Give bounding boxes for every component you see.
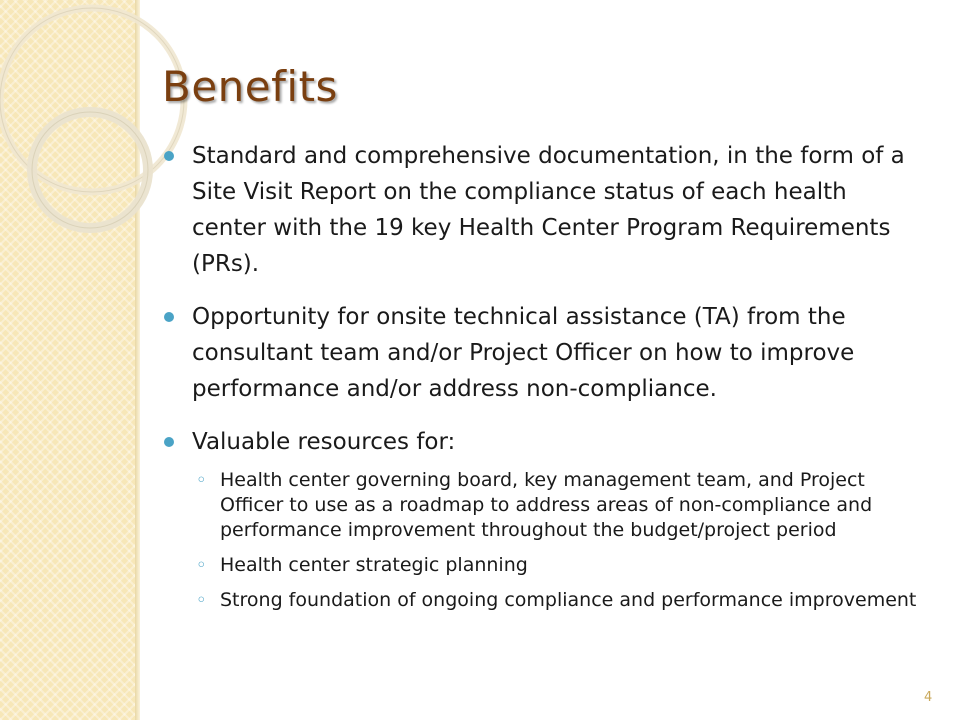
bullet-text: Valuable resources for: <box>192 429 456 455</box>
sub-bullet-item: ◦ Strong foundation of ongoing compliance and performance improvement <box>192 588 920 613</box>
slide-content <box>160 138 920 630</box>
bullet-item: Opportunity for onsite technical assistance (TA) from the consultant team and/or Project Officer on how to improve performance and/or address non-compliance. <box>160 299 920 407</box>
sub-bullet-item: ◦ Health center strategic planning <box>192 553 920 578</box>
bullet-item: Standard and comprehensive documentation, in the form of a Site Visit Report on the compliance status of each health center with the 19 key Health Center Program Requirements (PRs). <box>160 138 920 282</box>
page-number: 4 <box>924 690 933 705</box>
sub-bullet-item: ◦ Health center governing board, key management team, and Project Officer to use as a roadmap to address areas of non-compliance and performance improvement throughout the budget/project period <box>192 468 920 543</box>
bullet-item <box>160 424 920 613</box>
bullet-list <box>160 138 920 613</box>
slide-title: Benefits <box>162 62 338 111</box>
sub-bullet-list <box>192 468 920 613</box>
